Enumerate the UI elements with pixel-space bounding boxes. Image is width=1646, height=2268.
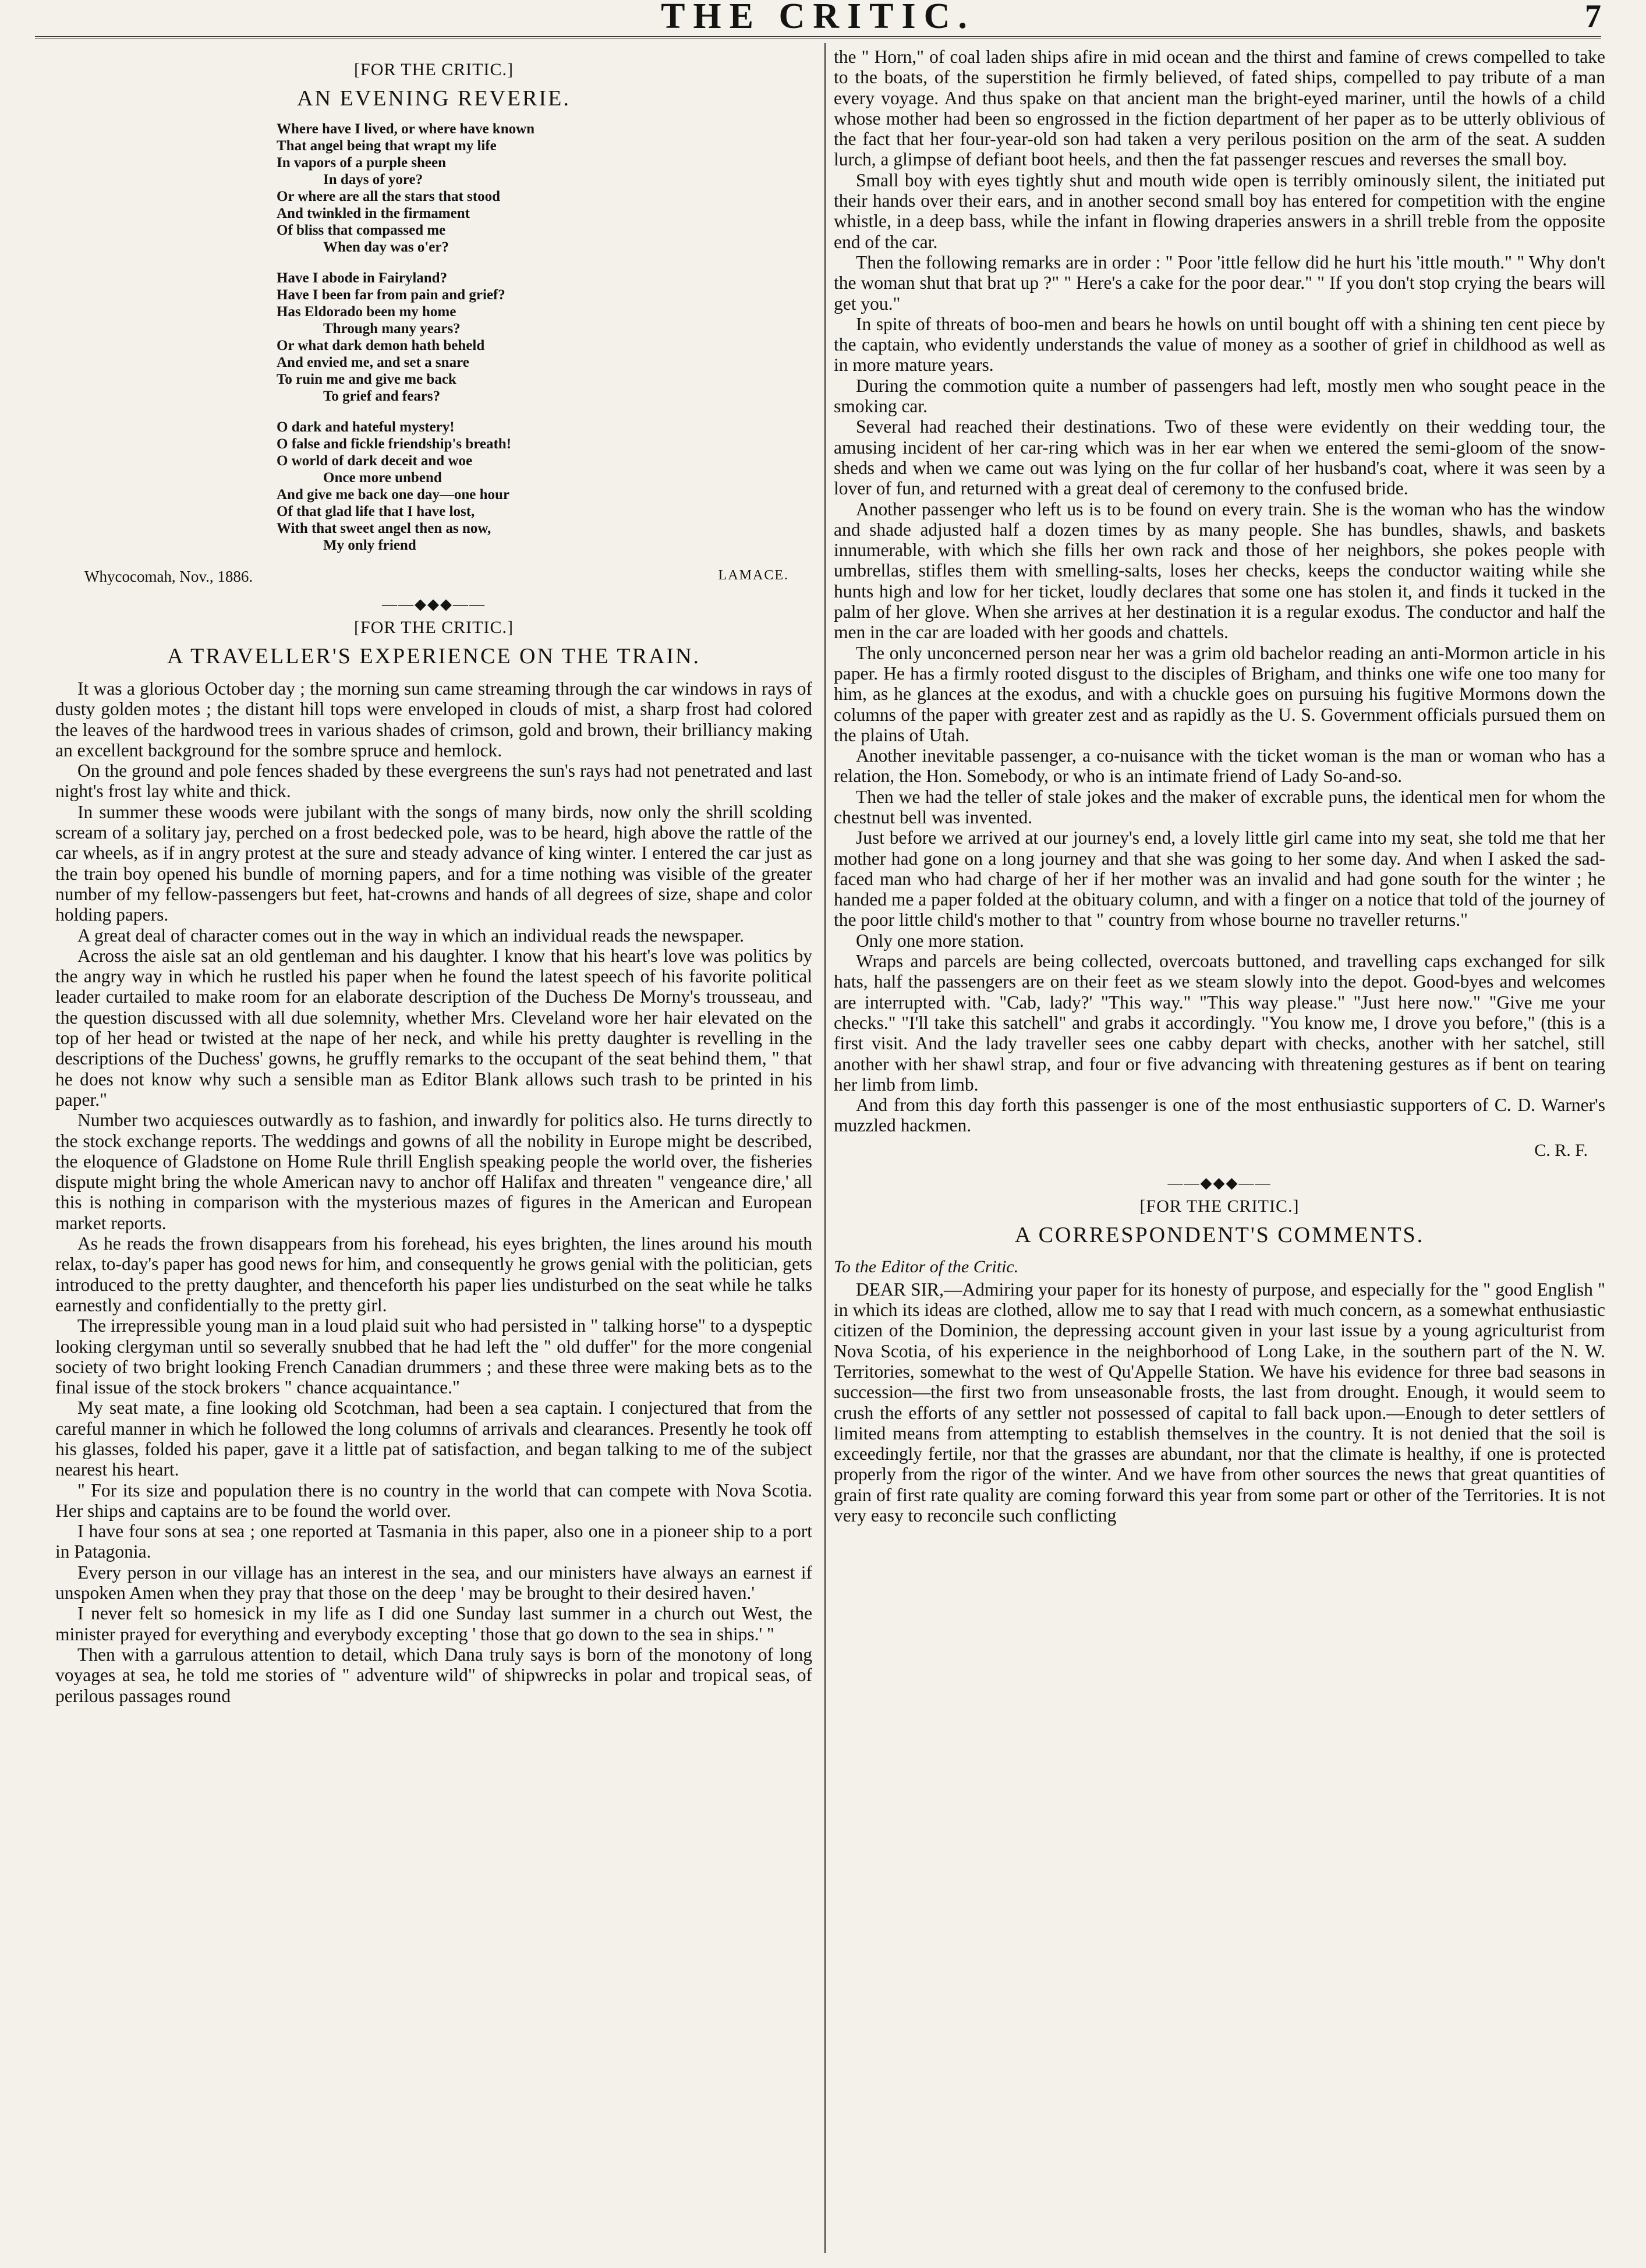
poem-line: When day was o'er? <box>323 239 449 255</box>
poem-line: Have I been far from pain and grief? <box>277 287 505 303</box>
poem-line: Have I abode in Fairyland? <box>277 270 448 286</box>
paragraph: Another inevitable passenger, a co-nuisance with the ticket woman is the man or woman who has a relation, the Hon. Somebody, or who is an intimate friend of Lady So-and-so. <box>834 745 1605 787</box>
poem-body <box>277 121 812 554</box>
poem-line: O world of dark deceit and woe <box>277 453 473 469</box>
poem-line: And twinkled in the firmament <box>277 206 470 221</box>
paragraph: Wraps and parcels are being collected, overcoats buttoned, and travelling caps exchanged for silk hats, half the passengers are on their feet as we steam slowly into the depot. Good-byes and welcomes are interrupted with. "Cab, lady?' "This way." "This way please." "Just here now." "Give me your checks." "I'll take this satchell" and grabs it accordingly. "You know me, I drove you before," (this is a first visit. And the lady traveller sees one cabby depart with checks, another with her satchel, still another with her shawl strap, and four or five advancing with threatening gestures as if bent on tearing her limb from limb. <box>834 951 1605 1095</box>
poem-line: Once more unbend <box>323 470 442 486</box>
poem-title: AN EVENING REVERIE. <box>297 86 571 111</box>
paragraph: DEAR SIR,—Admiring your paper for its honesty of purpose, and especially for the " good English " in which its ideas are clothed, allow me to say that I read with much concern, as a somewhat enthusiastic citizen of the Dominion, the depressing account given in your last issue by a young agriculturist from Nova Scotia, of his experience in the neighborhood of Long Lake, in the southern part of the N. W. Territories, somewhat to the west of Qu'Appelle Station. We have his evidence for three bad seasons in succession—the first two from unseasonable frosts, the last from drought. Enough, it would seem to crush the efforts of any settler not possessed of capital to fall back upon.—Enough to deter settlers of limited means from attempting to establish themselves in the country. It is not denied that the soil is exceedingly fertile, nor that the grasses are abundant, nor that the climate is healthy, if one is protected properly from the rigor of the winter. And we have from other sources the news that great quantities of grain of first rate quality are coming forward this year from some part or other of the Territories. It is not very easy to reconcile such conflicting <box>834 1279 1605 1526</box>
paragraph: the " Horn," of coal laden ships afire in mid ocean and the thirst and famine of crews compelled to take to the boats, of the superstition he firmly believed, of fated ships, compelled to pay tribute of a man every voyage. And thus spake on that ancient man the bright-eyed mariner, until the howls of a child whose mother had been so engrossed in the fiction department of her paper as to be utterly oblivious of the fact that her four-year-old son had taken a very perilous position on the arm of the seat. A sudden lurch, a glimpse of defiant boot heels, and then the fat passenger rescues and reverses the small boy. <box>834 47 1605 170</box>
paragraph: Every person in our village has an interest in the sea, and our ministers have always an earnest if unspoken Amen when they pray that those on the deep ' may be brought to their desired haven.' <box>55 1562 812 1604</box>
poem-line: To grief and fears? <box>323 388 441 404</box>
paragraph: The only unconcerned person near her was a grim old bachelor reading an anti-Mormon article in his paper. He has a firmly rooted disgust to the disciples of Brigham, and thinks one wife one too many for him, as he glances at the exodus, and with a chuckle goes on pursuing his fugitive Mormons down the columns of the paper with greater zest and as rapidly as the U. S. Government officials pursued them on the plains of Utah. <box>834 642 1605 745</box>
poem-line: Or where are all the stars that stood <box>277 189 500 204</box>
article1-signature: C. R. F. <box>1534 1140 1588 1160</box>
paragraph: I never felt so homesick in my life as I did one Sunday last summer in a church out West, the minister prayed for everything and everybody excepting ' those that go down to the sea in ships.' " <box>55 1603 812 1644</box>
poem-signature-row <box>55 568 812 588</box>
right-column <box>834 47 1605 1526</box>
newspaper-title: THE CRITIC. <box>661 0 975 36</box>
article2-title: A CORRESPONDENT'S COMMENTS. <box>1014 1222 1425 1247</box>
poem-line: In days of yore? <box>323 172 423 187</box>
ornament-divider: ——◆◆◆—— <box>1167 1174 1272 1191</box>
poem-stanza <box>277 419 812 554</box>
poem-line: My only friend <box>323 537 416 553</box>
paragraph: I have four sons at sea ; one reported at Tasmania in this paper, also one in a pioneer ship to a port in Patagonia. <box>55 1521 812 1562</box>
masthead <box>35 0 1601 34</box>
paragraph: Then the following remarks are in order : " Poor 'ittle fellow did he hurt his 'ittle mouth." " Why don't the woman shut that brat up ?" " Here's a cake for the poor dear." " If you don't stop crying the bears will get you." <box>834 252 1605 314</box>
salutation: To the Editor of the Critic. <box>834 1257 1019 1276</box>
paragraph: Small boy with eyes tightly shut and mouth wide open is terribly ominously silent, the initiated put their hands over their ears, and in another second small boy has entered for competition with the engine whistle, in a deep bass, while the infant in flowing draperies answers in a shrill treble from the opposite end of the car. <box>834 169 1605 252</box>
paragraph: My seat mate, a fine looking old Scotchman, had been a sea captain. I conjectured that from the careful manner in which he followed the long columns of arrivals and clearances. Presently he took off his glasses, folded his paper, gave it a little pat of satisfaction, and began talking to me of the subject nearest his heart. <box>55 1397 812 1480</box>
poem-place-date: Whycocomah, Nov., 1886. <box>84 568 253 585</box>
column-rule <box>824 43 826 2253</box>
paragraph: And from this day forth this passenger is one of the most enthusiastic supporters of C. D. Warner's muzzled hackmen. <box>834 1095 1605 1136</box>
paragraph: Then with a garrulous attention to detail, which Dana truly says is born of the monotony of long voyages at sea, he told me stories of " adventure wild" of shipwrecks in polar and tropical seas, of perilous passages round <box>55 1644 812 1706</box>
article1-for-line: [FOR THE CRITIC.] <box>354 618 514 637</box>
paragraph: As he reads the frown disappears from his forehead, his eyes brighten, the lines around his mouth relax, to-day's paper has good news for him, and consequently he grows genial with the politician, gets introduced to the pretty daughter, and thenceforth his paper lies undisturbed on the seat while he talks earnestly and confidentially to the pretty girl. <box>55 1233 812 1315</box>
poem-line: To ruin me and give me back <box>277 371 456 387</box>
paragraph: Only one more station. <box>856 930 1024 951</box>
ornament-divider: ——◆◆◆—— <box>382 596 486 613</box>
paragraph: In spite of threats of boo-men and bears he howls on until bought off with a shining ten cent piece by the captain, who evidently understands the value of money as a soother of grief in childhood as well as in more mature years. <box>834 313 1605 376</box>
poem-line: O dark and hateful mystery! <box>277 419 455 435</box>
poem-line: Of that glad life that I have lost, <box>277 504 475 519</box>
poem-line: Through many years? <box>323 321 461 337</box>
paragraph: Across the aisle sat an old gentleman and his daughter. I know that his heart's love was politics by the angry way in which he rustled his paper when he found the latest speech of his favorite political leader curtailed to make room for an elaborate description of the Duchess De Morny's trousseau, and the question discussed with all due solemnity, whether Mrs. Cleveland wore her hair elevated on the top of her head or twisted at the nape of her neck, and while his pretty daughter is revelling in the descriptions of the Duchess' gowns, he gruffly remarks to the occupant of the seat behind them, " that he does not know why such a sensible man as Editor Blank allows such trash to be printed in his paper." <box>55 945 812 1110</box>
poem-line: Has Eldorado been my home <box>277 304 456 320</box>
poem-line: O false and fickle friendship's breath! <box>277 436 512 452</box>
paragraph: In summer these woods were jubilant with the songs of many birds, now only the shrill scolding scream of a solitary jay, perched on a frost bedecked pole, was to be heard, high above the rattle of the car wheels, as if in angry protest at the sure and steady advance of king winter. I entered the car just as the train boy opened his bundle of morning papers, and for a time nothing was visible of the greater number of my fellow-passengers but feet, hat-crowns and hands of all degrees of size, shape and color holding papers. <box>55 801 812 925</box>
poem-line: And give me back one day—one hour <box>277 487 510 503</box>
poem-line: And envied me, and set a snare <box>277 355 469 370</box>
paragraph: Then we had the teller of stale jokes and the maker of excrable puns, the identical men for whom the chestnut bell was invented. <box>834 786 1605 827</box>
poem-stanza <box>277 270 812 405</box>
paragraph: Number two acquiesces outwardly as to fashion, and inwardly for politics also. He turns directly to the stock exchange reports. The weddings and gowns of all the nobility in Europe might be described, the eloquence of Gladstone on Home Rule thrill English speaking people the world over, the fisheries dispute might bring the whole American navy to anchor off Halifax and threaten " vengeance dire,' all this is nothing in comparison with the mysterious mazes of figures in the American and European market reports. <box>55 1110 812 1233</box>
article1-title: A TRAVELLER'S EXPERIENCE ON THE TRAIN. <box>167 644 701 668</box>
paragraph: Another passenger who left us is to be found on every train. She is the woman who has the window and shade adjusted half a dozen times by as many people. She has bundles, shawls, and baskets innumerable, with which she fills her own rack and those of her neighbors, she pokes people with umbrellas, stifles them with smelling-salts, loses her checks, keeps the conductor waiting while she hunts high and low for her ticket, loudly declares that some one has stolen it, and finds it tucked in the palm of her glove. When she arrives at her destination it is a regular exodus. The conductor and half the men in the car are loaded with her goods and chattels. <box>834 498 1605 643</box>
paragraph: Just before we arrived at our journey's end, a lovely little girl came into my seat, she told me that her mother had gone on a long journey and that she was going to her some day. And when I asked the sad-faced man who had charge of her if her mother was an invalid and had gone south for the winter ; he handed me a paper folded at the obituary column, and with a finger on a notice that told of the journey of the poor little child's mother to that " country from whose bourne no traveller returns." <box>834 827 1605 930</box>
poem-for-line: [FOR THE CRITIC.] <box>354 60 514 79</box>
paragraph: A great deal of character comes out in the way in which an individual reads the newspaper. <box>77 925 744 946</box>
poem-line: In vapors of a purple sheen <box>277 155 447 171</box>
header-rule <box>35 36 1601 41</box>
poem-line: Where have I lived, or where have known <box>277 121 535 137</box>
poem-line: That angel being that wrapt my life <box>277 138 497 154</box>
paragraph: During the commotion quite a number of passengers had left, mostly men who sought peace in the smoking car. <box>834 375 1605 417</box>
left-column <box>55 55 812 1706</box>
article2-for-line: [FOR THE CRITIC.] <box>1139 1196 1300 1216</box>
paragraph: The irrepressible young man in a loud plaid suit who had persisted in " talking horse" to a dyspeptic looking clergyman until so severally snubbed that he had left the " old duffer" for the more congenial society of two bright looking French Canadian drummers ; and these three were making bets as to the final issue of the stock brokers " chance acquaintance." <box>55 1315 812 1398</box>
paragraph: It was a glorious October day ; the morning sun came streaming through the car windows in rays of dusty golden motes ; the distant hill tops were enveloped in clouds of mist, a sharp frost had colored the leaves of the hardwood trees in various shades of crimson, gold and brown, their brilliancy making an excellent background for the sombre spruce and hemlock. <box>55 678 812 760</box>
poem-stanza <box>277 121 812 256</box>
paragraph: On the ground and pole fences shaded by these evergreens the sun's rays had not penetrated and last night's frost lay white and thick. <box>55 760 812 802</box>
paragraph: Several had reached their destinations. Two of these were evidently on their wedding tour, the amusing incident of her car-ring which was in her ear when we entered the semi-gloom of the snow-sheds and when we came out was lying on the fur collar of her husband's coat, where it was seen by a lover of fun, and returned with a great deal of ceremony to the confused bride. <box>834 416 1605 499</box>
poem-line: Of bliss that compassed me <box>277 222 446 238</box>
poem-line: Or what dark demon hath beheld <box>277 338 485 353</box>
page-number: 7 <box>1585 0 1601 34</box>
poem-author: LAMACE. <box>718 568 789 583</box>
paragraph: " For its size and population there is no country in the world that can compete with Nova Scotia. Her ships and captains are to be found the world over. <box>55 1480 812 1521</box>
poem-line: With that sweet angel then as now, <box>277 521 491 536</box>
